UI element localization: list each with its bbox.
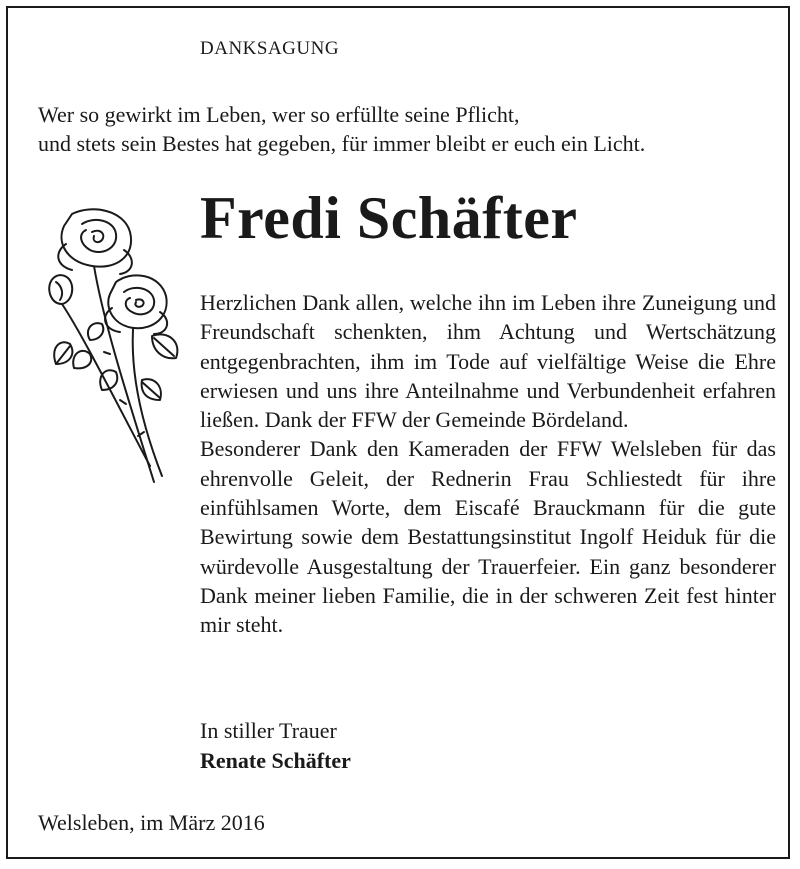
notice-heading: DANKSAGUNG	[200, 38, 340, 59]
roses-illustration-icon	[42, 204, 192, 494]
mourning-block	[200, 716, 351, 776]
thank-you-paragraph: Herzlichen Dank allen, welche ihn im Leben ihre Zuneigung und Freundschaft schenkten, ihm Achtung und Wertschätzung entgegenbrachten, ihm im Tode auf vielfältige Weise die Ehre erwiesen und uns ihre Anteilnahme und Verbundenheit erfahren ließen. Dank der FFW der Gemeinde Bördeland.	[200, 290, 776, 433]
signer-name: Renate Schäfter	[200, 748, 351, 773]
obituary-notice	[6, 6, 790, 859]
memorial-motto	[38, 100, 778, 158]
deceased-name: Fredi Schäfter	[200, 185, 578, 251]
motto-line: Wer so gewirkt im Leben, wer so erfüllte seine Pflicht,	[38, 102, 520, 127]
motto-line: und stets sein Bestes hat gegeben, für immer bleibt er euch ein Licht.	[38, 131, 646, 156]
thank-you-text	[200, 288, 776, 640]
place-date: Welsleben, im März 2016	[38, 810, 265, 835]
thank-you-paragraph: Besonderer Dank den Kameraden der FFW Welsleben für das ehrenvolle Geleit, der Rednerin Frau Schliestedt für ihre einfühlsamen Worte, dem Eiscafé Brauckmann für die gute Bewirtung sowie dem Bestattungsinstitut Ingolf Heiduk für die würdevolle Ausgestaltung der Trauerfeier. Ein ganz besonderer Dank meiner lieben Familie, die in der schweren Zeit fest hinter mir steht.	[200, 436, 776, 638]
mourning-phrase: In stiller Trauer	[200, 718, 337, 743]
